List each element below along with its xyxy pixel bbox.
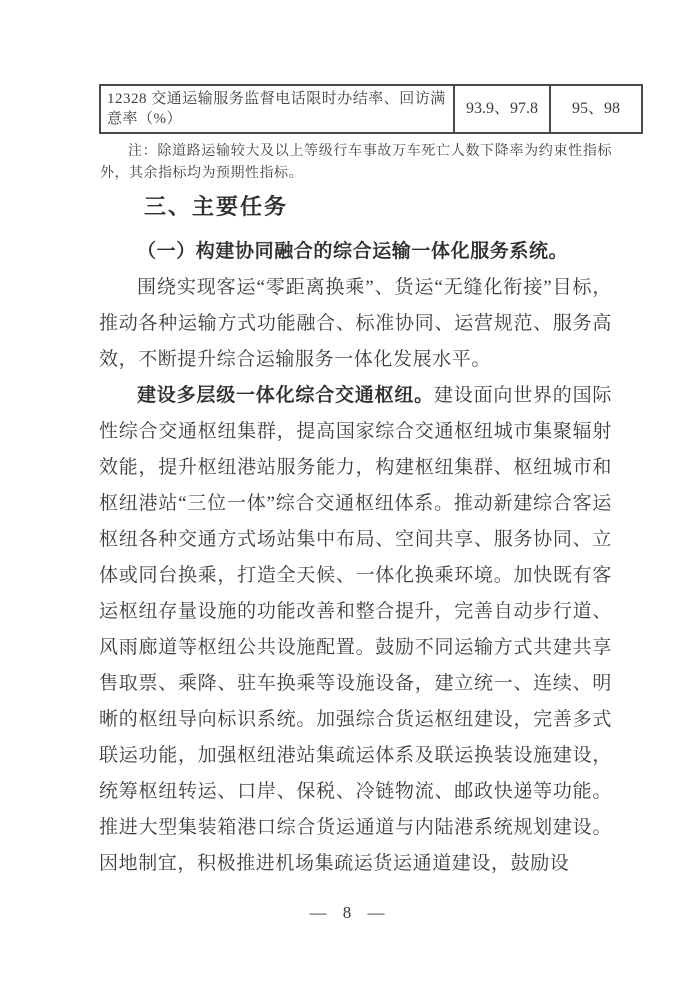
table-cell-indicator: 12328 交通运输服务监督电话限时办结率、回访满意率（%） — [100, 85, 454, 133]
paragraph-lead: 建设多层级一体化综合交通枢纽。 — [137, 385, 434, 406]
subsection-heading-text: （一）构建协同融合的综合运输一体化服务系统。 — [137, 241, 569, 262]
page-number: — 8 — — [309, 903, 391, 922]
table-footnote: 注：除道路运输较大及以上等级行车事故万车死亡人数下降率为约束性指标外，其余指标均为预期性指标。 — [100, 144, 612, 181]
paragraph: 围绕实现客运“零距离换乘”、货运“无缝化衔接”目标，推动各种运输方式功能融合、标准协同、运营规范、服务高效，不断提升综合运输服务一体化发展水平。 — [99, 277, 612, 370]
table-cell-current-values: 93.9、97.8 — [454, 85, 550, 133]
indicator-table — [99, 84, 643, 134]
document-body — [99, 234, 612, 882]
table-cell-target-values: 95、98 — [550, 85, 642, 133]
paragraph-text: 建设面向世界的国际性综合交通枢纽集群，提高国家综合交通枢纽城市集聚辐射效能，提升枢纽港站服务能力，构建枢纽集群、枢纽城市和枢纽港站“三位一体”综合交通枢纽体系。推动新建综合客运枢纽各种交通方式场站集中布局、空间共享、服务协同、立体或同台换乘，打造全天候、一体化换乘环境。加快既有客运枢纽存量设施的功能改善和整合提升，完善自动步行道、风雨廊道等枢纽公共设施配置。鼓励不同运输方式共建共享售取票、乘降、驻车换乘等设施设备，建立统一、连续、明晰的枢纽导向标识系统。加强综合货运枢纽建设，完善多式联运功能，加强枢纽港站集疏运体系及联运换装设施建设，统筹枢纽转运、口岸、保税、冷链物流、邮政快递等功能。推进大型集装箱港口综合货运通道与内陆港系统规划建设。因地制宜，积极推进机场集疏运货运通道建设，鼓励设 — [99, 385, 612, 874]
table-row — [100, 85, 642, 133]
paragraph — [99, 378, 612, 882]
section-heading: 三、主要任务 — [144, 194, 289, 219]
subsection-heading — [99, 234, 612, 270]
